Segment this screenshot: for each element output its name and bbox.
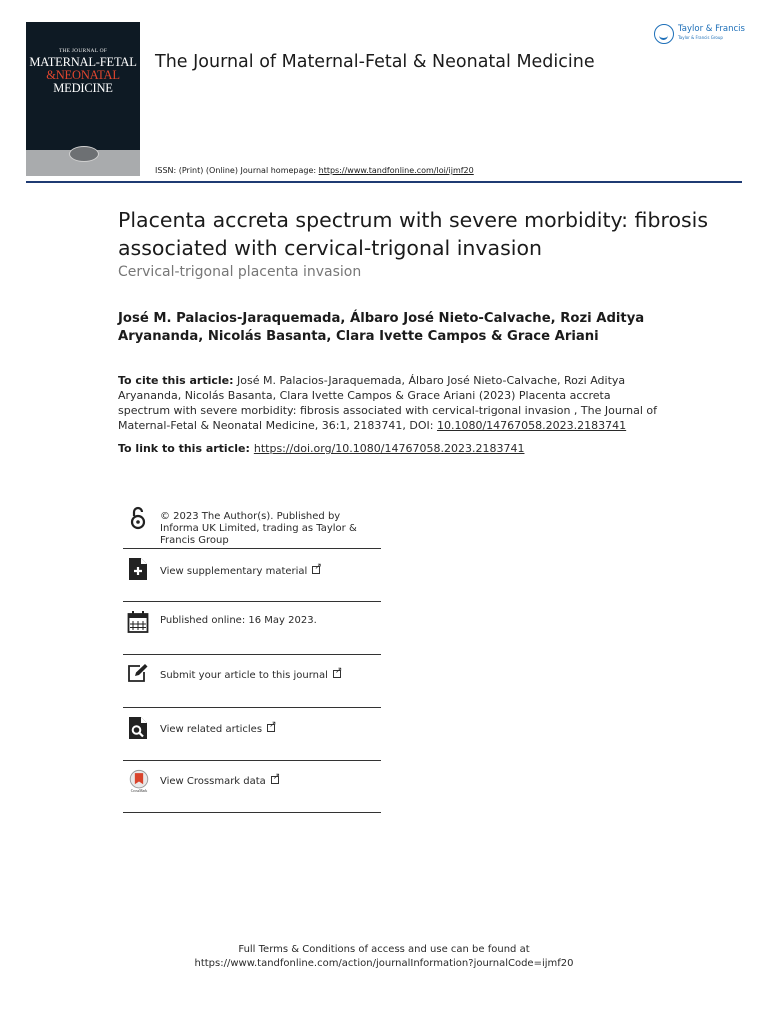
taylor-francis-logo-subtext: Taylor & Francis Group <box>678 35 723 40</box>
open-access-text: © 2023 The Author(s). Published by Informa UK Limited, trading as Taylor & Francis Group <box>160 511 357 546</box>
edit-icon <box>127 662 149 686</box>
cover-seal-icon <box>69 146 99 162</box>
header-divider <box>26 181 742 183</box>
article-title: Placenta accreta spectrum with severe morbidity: fibrosis associated with cervical-trigonal invasion <box>118 208 709 260</box>
article-doi-url-link[interactable]: https://doi.org/10.1080/14767058.2023.2183741 <box>253 442 525 455</box>
taylor-francis-logo-icon <box>654 24 674 44</box>
link-line <box>118 442 524 455</box>
related-label: View related articles <box>160 724 263 735</box>
info-divider <box>123 812 381 813</box>
journal-title: The Journal of Maternal-Fetal & Neonatal Medicine <box>155 52 595 72</box>
footer-line-1: Full Terms & Conditions of access and use can be found at <box>238 944 530 955</box>
published-row <box>123 609 381 649</box>
supplementary-row[interactable] <box>123 556 381 596</box>
crossmark-icon <box>126 769 152 793</box>
submit-article-link[interactable] <box>160 670 382 682</box>
info-divider <box>123 654 381 655</box>
related-row[interactable] <box>123 715 381 755</box>
issn-line <box>155 166 474 175</box>
issn-prefix: ISSN: (Print) (Online) Journal homepage: <box>155 166 319 175</box>
open-access-icon <box>127 506 149 530</box>
crossmark-link[interactable] <box>160 776 382 788</box>
article-authors: José M. Palacios-Jaraquemada, Álbaro José Nieto-Calvache, Rozi Aditya Aryananda, Nicolás Basanta, Clara Ivette Campos & Grace Ariani <box>118 311 645 344</box>
article-subtitle: Cervical-trigonal placenta invasion <box>118 264 362 280</box>
footer-terms-link[interactable]: https://www.tandfonline.com/action/journalInformation?journalCode=ijmf20 <box>194 958 574 969</box>
doi-link[interactable]: 10.1080/14767058.2023.2183741 <box>436 419 627 432</box>
supplementary-file-icon <box>127 557 149 581</box>
cover-line-2: MATERNAL-FETAL <box>29 55 137 69</box>
cover-band <box>26 150 140 176</box>
crossmark-logo-text: CrossMark <box>130 789 148 793</box>
submit-row[interactable] <box>123 662 381 702</box>
cite-text: José M. Palacios-Jaraquemada, Álbaro José Nieto-Calvache, Rozi Aditya Aryananda, Nicolás Basanta, Clara Ivette Campos & Grace Ariani (2023) Placenta accreta spectrum with severe morbidity: fibrosis associated with cervical-trigonal invasion , The Journal of Maternal-Fetal & Neonatal Medicine, 36:1, 2183741, DOI: <box>118 374 658 432</box>
external-link-icon <box>312 566 320 574</box>
info-divider <box>123 707 381 708</box>
calendar-icon <box>127 610 149 634</box>
cover-line-3: &NEONATAL <box>46 68 120 82</box>
supplementary-link[interactable] <box>160 566 382 578</box>
supplementary-label: View supplementary material <box>160 566 308 577</box>
crossmark-label: View Crossmark data <box>160 776 266 787</box>
info-divider <box>123 760 381 761</box>
cover-line-4: MEDICINE <box>53 81 113 95</box>
external-link-icon <box>333 670 341 678</box>
journal-cover-image <box>26 22 140 176</box>
external-link-icon <box>267 724 275 732</box>
external-link-icon <box>271 776 279 784</box>
footer <box>0 943 768 971</box>
citation-block <box>118 373 658 433</box>
open-access-row <box>123 504 381 548</box>
submit-label: Submit your article to this journal <box>160 670 328 681</box>
info-divider <box>123 548 381 549</box>
taylor-francis-logo-name: Taylor & Francis <box>678 24 745 34</box>
published-text: Published online: 16 May 2023. <box>160 615 317 626</box>
taylor-francis-logo <box>654 22 746 48</box>
related-articles-icon <box>127 716 149 740</box>
info-divider <box>123 601 381 602</box>
cite-label: To cite this article: <box>118 374 234 387</box>
crossmark-row[interactable] <box>123 768 381 808</box>
related-articles-link[interactable] <box>160 724 382 736</box>
journal-homepage-link[interactable]: https://www.tandfonline.com/loi/ijmf20 <box>318 166 474 175</box>
cover-line-1: THE JOURNAL OF <box>58 48 108 54</box>
link-label: To link to this article: <box>118 442 250 455</box>
